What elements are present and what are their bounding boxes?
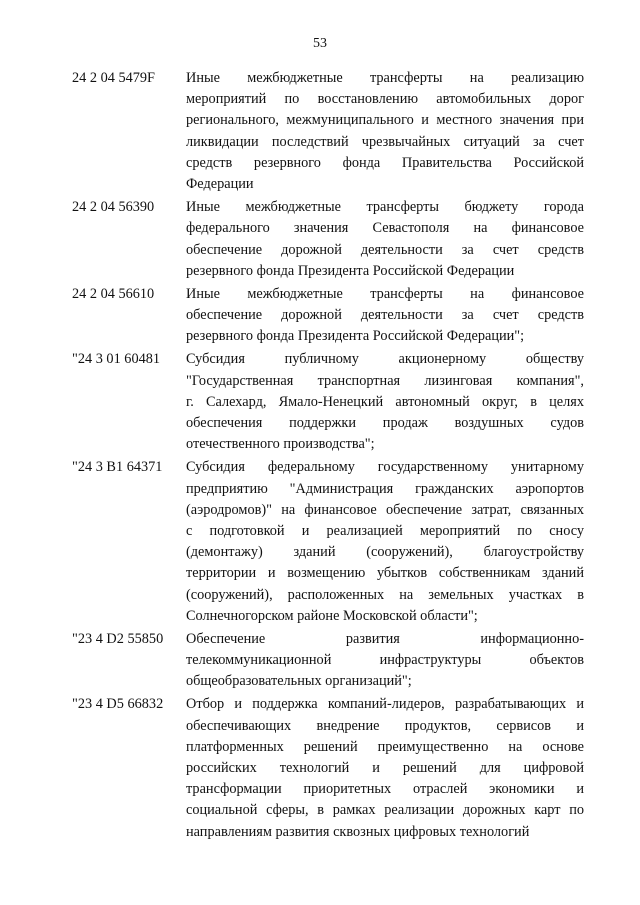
description-line: Отбор и поддержка компаний-лидеров, разрабатывающих и: [186, 696, 584, 713]
page-number: 53: [313, 36, 327, 51]
description-line: Субсидия федеральному государственному унитарному: [186, 459, 584, 476]
description-line: с подготовкой и реализацией мероприятий по сносу: [186, 522, 584, 539]
description-line: отечественного производства";: [186, 436, 375, 453]
code-entry: [0, 197, 640, 282]
description-line: Обеспечение развития информационно-: [186, 630, 584, 647]
description-line: федерального значения Севастополя на финансовое: [186, 220, 584, 237]
description-line: Иные межбюджетные трансферты на реализацию: [186, 70, 584, 86]
budget-code: 24 2 04 5479F: [72, 70, 156, 86]
budget-code: "24 3 01 60481: [72, 351, 161, 368]
budget-code: "24 3 В1 64371: [72, 459, 163, 476]
description-line: предприятию "Администрация гражданских аэропортов: [186, 480, 584, 497]
description-line: мероприятий по восстановлению автомобильных дорог: [186, 91, 584, 108]
description-line: г. Салехард, Ямало-Ненецкий автономный округ, в целях: [186, 393, 584, 410]
description-line: (демонтажу) зданий (сооружений), благоустройству: [186, 544, 584, 561]
code-description: [186, 349, 584, 455]
description-line: обеспечивающих внедрение продуктов, сервисов и: [186, 717, 584, 734]
description-line: резервного фонда Президента Российской Федерации";: [186, 328, 525, 345]
description-line: обеспечение дорожной деятельности за счет средств: [186, 241, 584, 258]
code-description: [186, 457, 584, 627]
description-line: (сооружений), расположенных на земельных участках в: [186, 586, 584, 603]
classification-code-list: [0, 68, 640, 845]
description-line: Солнечногорском районе Московской области";: [186, 607, 478, 624]
description-line: Иные межбюджетные трансферты бюджету города: [186, 199, 584, 216]
budget-code: 24 2 04 56390: [72, 199, 155, 216]
code-description: [186, 694, 584, 842]
code-entry: [0, 349, 640, 455]
description-line: Иные межбюджетные трансферты на финансовое: [186, 285, 584, 302]
code-entry: [0, 694, 640, 842]
description-line: Федерации: [186, 175, 254, 192]
description-line: средств резервного фонда Правительства Российской: [186, 154, 584, 171]
code-entry: [0, 68, 640, 195]
description-line: территории и возмещению убытков собственникам зданий: [186, 565, 584, 582]
code-description: [186, 284, 584, 348]
description-line: обеспечение дорожной деятельности за счет средств: [186, 307, 584, 324]
description-line: ликвидации последствий чрезвычайных ситуаций за счет: [186, 133, 584, 150]
description-line: (аэродромов)" на финансовое обеспечение затрат, связанных: [186, 501, 584, 518]
code-entry: [0, 457, 640, 627]
description-line: направлениям развития сквозных цифровых технологий: [186, 823, 530, 840]
description-line: общеобразовательных организаций";: [186, 673, 412, 690]
code-entry: [0, 629, 640, 693]
description-line: российских технологий и решений для цифровой: [186, 760, 584, 776]
description-line: "Государственная транспортная лизинговая компания",: [186, 372, 584, 389]
budget-code: "23 4 D2 55850: [72, 630, 164, 647]
description-line: платформенных решений преимущественно на основе: [186, 738, 584, 755]
description-line: обеспечения поддержки продаж воздушных судов: [186, 415, 584, 431]
description-line: резервного фонда Президента Российской Федерации: [186, 262, 515, 279]
code-description: [186, 197, 584, 282]
description-line: трансформации приоритетных отраслей экономики и: [186, 781, 584, 798]
description-line: регионального, межмуниципального и местного значения при: [186, 112, 584, 129]
budget-code: 24 2 04 56610: [72, 285, 155, 302]
budget-code: "23 4 D5 66832: [72, 696, 164, 713]
description-line: телекоммуникационной инфраструктуры объектов: [186, 652, 584, 669]
code-description: [186, 68, 584, 195]
code-entry: [0, 284, 640, 348]
description-line: социальной сферы, в рамках реализации дорожных карт по: [186, 802, 584, 819]
code-description: [186, 629, 584, 693]
description-line: Субсидия публичному акционерному обществу: [186, 351, 584, 368]
